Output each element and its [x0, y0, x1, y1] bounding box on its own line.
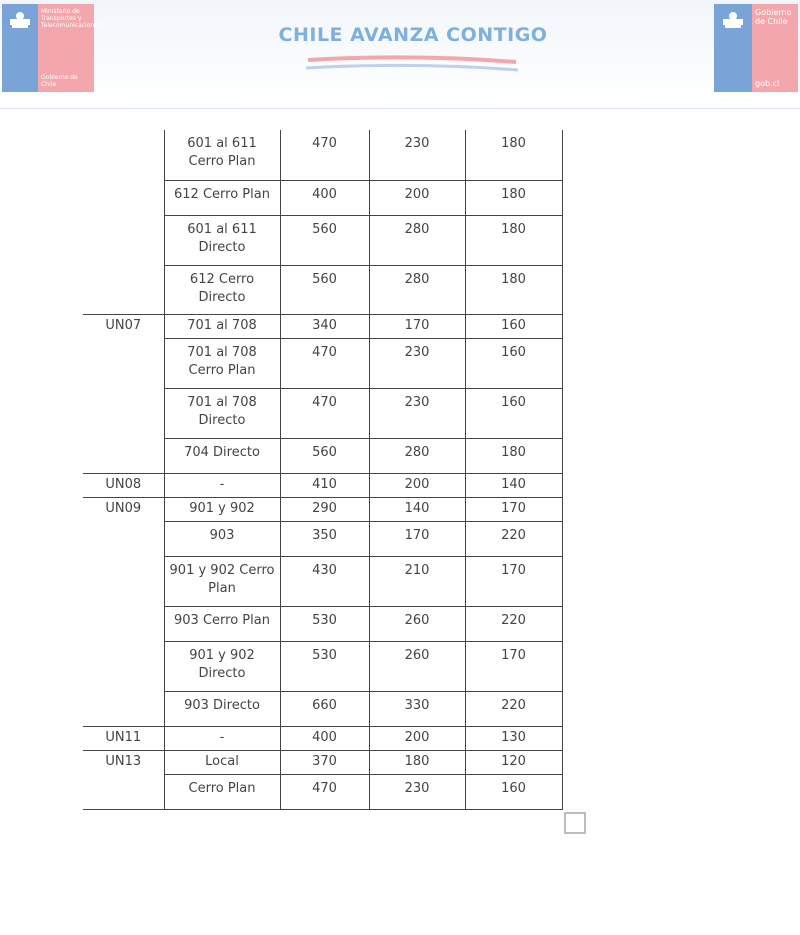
value-cell: 200	[369, 473, 465, 497]
unit-cell	[83, 691, 164, 726]
table-row	[83, 215, 562, 265]
route-cell: 601 al 611 Directo	[164, 215, 280, 265]
route-cell: -	[164, 726, 280, 750]
value-cell: 170	[465, 556, 562, 606]
value-cell: 410	[280, 473, 369, 497]
unit-cell	[83, 438, 164, 473]
fare-table	[83, 130, 563, 810]
government-footer: gob.cl	[755, 79, 780, 88]
value-cell: 180	[465, 265, 562, 314]
value-cell: 280	[369, 215, 465, 265]
value-cell: 660	[280, 691, 369, 726]
route-cell: Cerro Plan	[164, 774, 280, 809]
route-cell: 901 y 902	[164, 497, 280, 521]
value-cell: 180	[465, 180, 562, 215]
value-cell: 370	[280, 750, 369, 774]
value-cell: 400	[280, 726, 369, 750]
value-cell: 470	[280, 130, 369, 180]
route-cell: Local	[164, 750, 280, 774]
slogan: CHILE AVANZA CONTIGO	[278, 24, 548, 46]
table-row	[83, 726, 562, 750]
route-cell: 612 Cerro Plan	[164, 180, 280, 215]
route-cell: 903	[164, 521, 280, 556]
crest-icon	[720, 10, 746, 30]
value-cell: 180	[465, 130, 562, 180]
table-row	[83, 180, 562, 215]
value-cell: 160	[465, 314, 562, 338]
unit-cell: UN07	[83, 314, 164, 338]
value-cell: 170	[369, 521, 465, 556]
value-cell: 180	[369, 750, 465, 774]
value-cell: 470	[280, 774, 369, 809]
value-cell: 560	[280, 265, 369, 314]
table-row	[83, 338, 562, 388]
table-row	[83, 750, 562, 774]
logo-red-panel	[38, 4, 102, 92]
route-cell: 704 Directo	[164, 438, 280, 473]
table-row	[83, 691, 562, 726]
swoosh-graphic	[304, 54, 520, 76]
value-cell: 560	[280, 215, 369, 265]
value-cell: 280	[369, 265, 465, 314]
unit-cell	[83, 774, 164, 809]
unit-cell	[83, 130, 164, 180]
route-cell: 701 al 708 Directo	[164, 388, 280, 438]
value-cell: 160	[465, 338, 562, 388]
value-cell: 140	[465, 473, 562, 497]
value-cell: 170	[465, 497, 562, 521]
value-cell: 230	[369, 338, 465, 388]
value-cell: 180	[465, 438, 562, 473]
unit-cell	[83, 215, 164, 265]
unit-cell	[83, 180, 164, 215]
route-cell: 601 al 611 Cerro Plan	[164, 130, 280, 180]
table-row	[83, 473, 562, 497]
value-cell: 220	[465, 521, 562, 556]
table-row	[83, 774, 562, 809]
value-cell: 350	[280, 521, 369, 556]
table-row	[83, 314, 562, 338]
value-cell: 560	[280, 438, 369, 473]
value-cell: 230	[369, 388, 465, 438]
value-cell: 220	[465, 691, 562, 726]
value-cell: 130	[465, 726, 562, 750]
table-row	[83, 641, 562, 691]
value-cell: 220	[465, 606, 562, 641]
value-cell: 290	[280, 497, 369, 521]
value-cell: 160	[465, 388, 562, 438]
value-cell: 200	[369, 180, 465, 215]
ministry-logo	[2, 4, 102, 92]
unit-cell	[83, 641, 164, 691]
value-cell: 260	[369, 606, 465, 641]
unit-cell	[83, 388, 164, 438]
table-row	[83, 388, 562, 438]
value-cell: 430	[280, 556, 369, 606]
value-cell: 530	[280, 641, 369, 691]
value-cell: 170	[369, 314, 465, 338]
value-cell: 210	[369, 556, 465, 606]
route-cell: 612 Cerro Directo	[164, 265, 280, 314]
value-cell: 330	[369, 691, 465, 726]
value-cell: 160	[465, 774, 562, 809]
route-cell: 903 Cerro Plan	[164, 606, 280, 641]
table-row	[83, 265, 562, 314]
unit-cell: UN09	[83, 497, 164, 521]
unit-cell	[83, 521, 164, 556]
value-cell: 260	[369, 641, 465, 691]
value-cell: 470	[280, 338, 369, 388]
government-logo	[714, 4, 798, 92]
table-row	[83, 556, 562, 606]
unit-cell: UN13	[83, 750, 164, 774]
page-header	[0, 0, 800, 109]
unit-cell	[83, 338, 164, 388]
value-cell: 200	[369, 726, 465, 750]
route-cell: -	[164, 473, 280, 497]
value-cell: 230	[369, 774, 465, 809]
value-cell: 120	[465, 750, 562, 774]
ministry-name: Ministerio de Transportes y Telecomunicaciones	[41, 8, 102, 29]
value-cell: 280	[369, 438, 465, 473]
logo-blue-panel	[714, 4, 752, 92]
empty-checkbox[interactable]	[564, 812, 586, 834]
unit-cell: UN11	[83, 726, 164, 750]
table-row	[83, 606, 562, 641]
value-cell: 530	[280, 606, 369, 641]
table-row	[83, 130, 562, 180]
route-cell: 901 y 902 Directo	[164, 641, 280, 691]
table-row	[83, 438, 562, 473]
unit-cell	[83, 265, 164, 314]
value-cell: 470	[280, 388, 369, 438]
route-cell: 701 al 708 Cerro Plan	[164, 338, 280, 388]
value-cell: 230	[369, 130, 465, 180]
value-cell: 170	[465, 641, 562, 691]
unit-cell: UN08	[83, 473, 164, 497]
value-cell: 180	[465, 215, 562, 265]
unit-cell	[83, 606, 164, 641]
route-cell: 903 Directo	[164, 691, 280, 726]
logo-red-panel	[752, 4, 798, 92]
logo-blue-panel	[2, 4, 38, 92]
unit-cell	[83, 556, 164, 606]
table-row	[83, 497, 562, 521]
table-row	[83, 521, 562, 556]
value-cell: 140	[369, 497, 465, 521]
government-title: Gobierno de Chile	[755, 8, 792, 26]
ministry-footer: Gobierno de Chile	[41, 74, 78, 88]
value-cell: 340	[280, 314, 369, 338]
value-cell: 400	[280, 180, 369, 215]
route-cell: 701 al 708	[164, 314, 280, 338]
route-cell: 901 y 902 Cerro Plan	[164, 556, 280, 606]
